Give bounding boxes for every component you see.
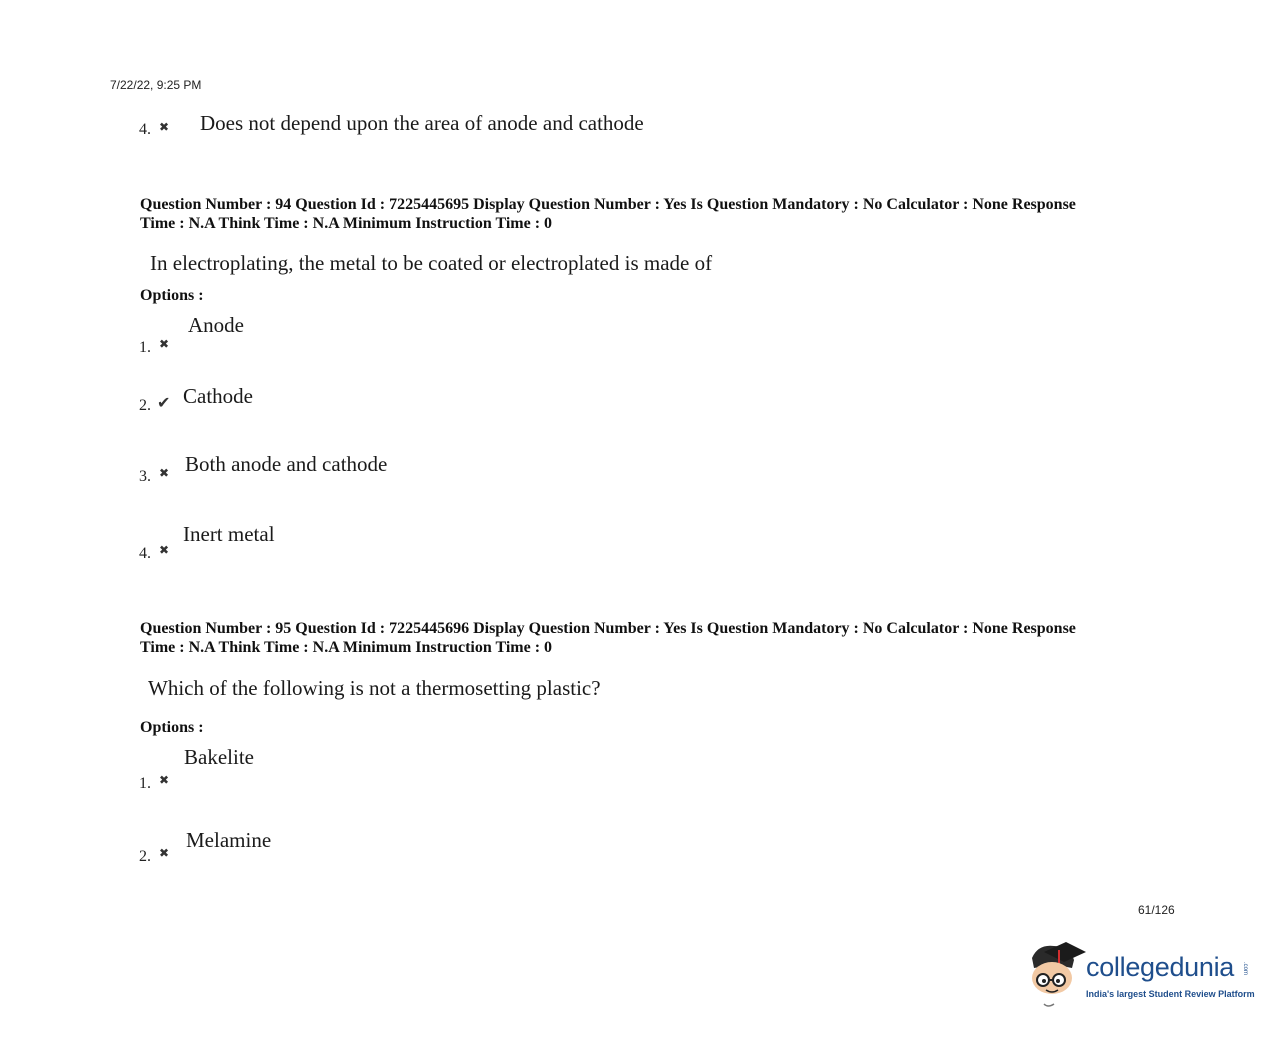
- option-number: 4.: [139, 545, 151, 562]
- option-number: 1.: [139, 775, 151, 792]
- cross-icon: ✖: [159, 773, 170, 787]
- cross-icon: ✖: [159, 846, 170, 860]
- option-text: Bakelite: [184, 745, 254, 769]
- option-text: Does not depend upon the area of anode and cathode: [200, 111, 644, 135]
- option-number: 4.: [139, 121, 151, 138]
- question-meta-line: Time : N.A Think Time : N.A Minimum Instruction Time : 0: [140, 639, 553, 656]
- option-text: Melamine: [186, 828, 272, 852]
- question-meta-line: Time : N.A Think Time : N.A Minimum Instruction Time : 0: [140, 215, 553, 232]
- option-text: Anode: [188, 313, 244, 337]
- cross-icon: ✖: [159, 120, 170, 134]
- option-text: Both anode and cathode: [185, 452, 388, 476]
- option-number: 1.: [139, 339, 151, 356]
- brand-name: collegedunia: [1086, 952, 1235, 982]
- question-meta: [140, 619, 1170, 657]
- question-meta-line: Question Number : 94 Question Id : 7225445695 Display Question Number : Yes Is Question Mandatory : No Calculator : None Response: [140, 196, 1076, 213]
- mascot-logo-icon: [1024, 938, 1086, 1010]
- cross-icon: ✖: [159, 337, 170, 351]
- check-icon: ✔: [157, 393, 171, 412]
- cross-icon: ✖: [159, 466, 170, 480]
- option-number: 2.: [139, 848, 151, 865]
- option-text: Cathode: [183, 384, 253, 408]
- cross-icon: ✖: [159, 543, 170, 557]
- options-label: Options :: [140, 719, 204, 736]
- question-text: Which of the following is not a thermosetting plastic?: [148, 676, 601, 700]
- option-number: 2.: [139, 397, 151, 414]
- page-number: 61/126: [1138, 903, 1175, 917]
- brand-domain: .com: [1242, 962, 1248, 976]
- options-label: Options :: [140, 287, 204, 304]
- question-meta-line: Question Number : 95 Question Id : 7225445696 Display Question Number : Yes Is Question Mandatory : No Calculator : None Response: [140, 620, 1076, 637]
- print-timestamp: 7/22/22, 9:25 PM: [110, 78, 202, 92]
- question-meta: [140, 195, 1170, 233]
- brand-tagline: India's largest Student Review Platform: [1086, 989, 1255, 999]
- option-number: 3.: [139, 468, 151, 485]
- option-text: Inert metal: [183, 522, 275, 546]
- question-text: In electroplating, the metal to be coated or electroplated is made of: [150, 251, 713, 275]
